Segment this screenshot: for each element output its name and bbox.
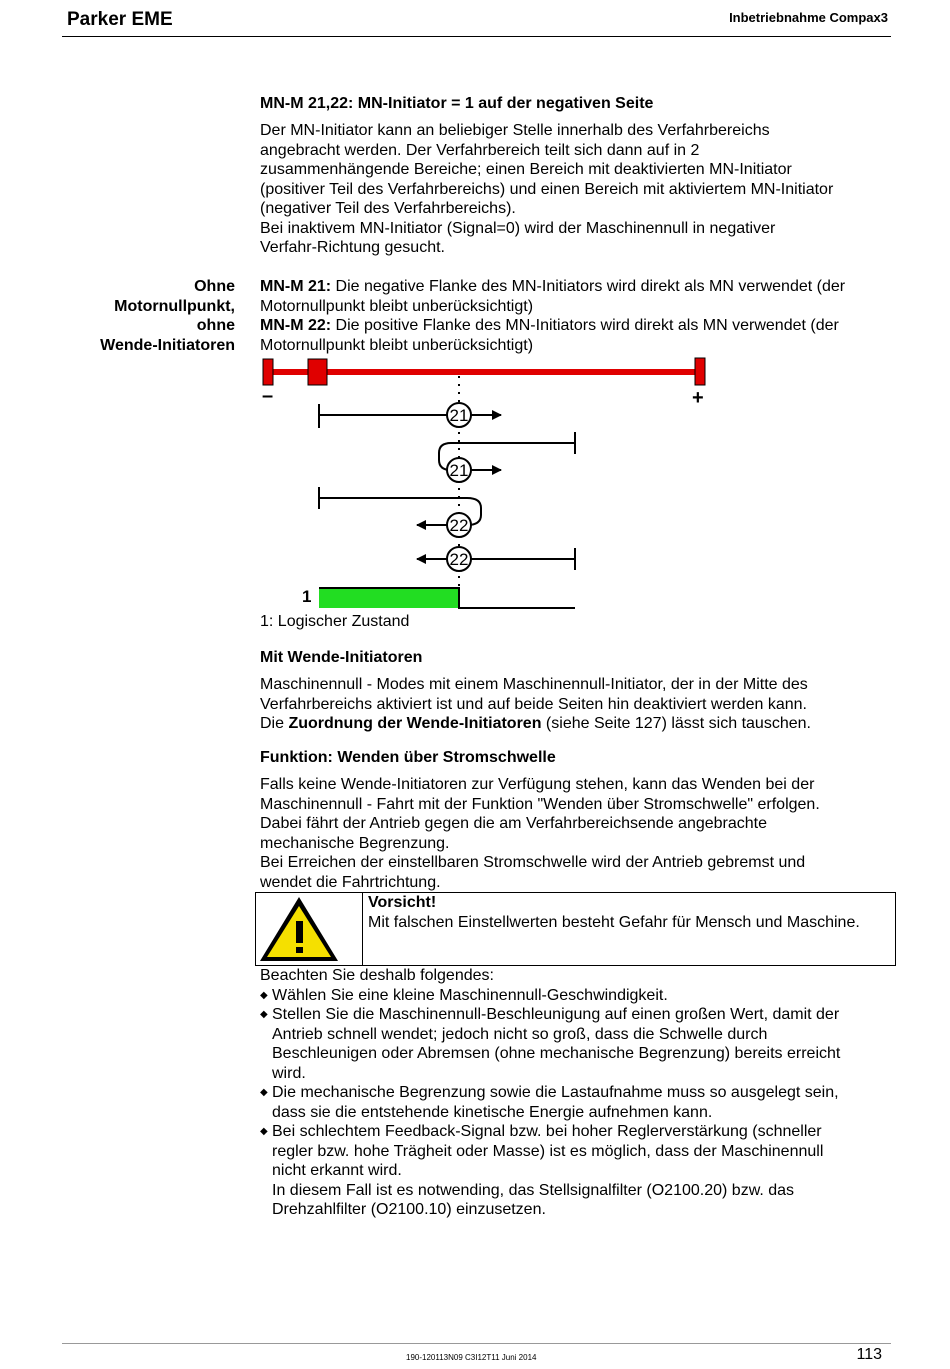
text-line: Stellen Sie die Maschinennull-Beschleunigung auf einen großen Wert, damit der [272, 1006, 840, 1023]
text-line: Die mechanische Begrenzung sowie die Lastaufnahme muss so ausgelegt sein, [272, 1084, 839, 1101]
notes-intro: Beachten Sie deshalb folgendes: [260, 967, 494, 984]
text-line: nicht erkannt wird. [272, 1162, 402, 1179]
mode-badge-label: 22 [449, 516, 469, 535]
text-line: regler bzw. hohe Trägheit oder Masse) ist es möglich, dass der Maschinennull [272, 1142, 824, 1160]
mode-badge-label: 21 [449, 461, 469, 480]
side-label-line: Wende-Initiatoren [100, 336, 235, 354]
diagram-caption: 1: Logischer Zustand [260, 613, 410, 630]
section1-paragraph [260, 121, 890, 258]
list-item [260, 1005, 890, 1083]
text-line: Verfahrbereichs aktiviert ist und auf beide Seiten hin deaktiviert werden kann. [260, 695, 807, 713]
limit-right-marker [695, 358, 705, 385]
state-label: 1 [302, 587, 312, 606]
text-line: Falls keine Wende-Initiatoren zur Verfügung stehen, kann das Wenden bei der [260, 776, 815, 793]
footer-rule [62, 1343, 891, 1344]
text-line: wendet die Fahrtrichtung. [260, 873, 441, 891]
footer-doc-id: 190-120113N09 C3I12T11 Juni 2014 [406, 1353, 537, 1362]
section-title-wende-initiatoren: Mit Wende-Initiatoren [260, 649, 423, 666]
warning-title: Vorsicht! [368, 894, 437, 911]
text-line: Antrieb schnell wendet; jedoch nicht so groß, dass die Schwelle durch [272, 1025, 768, 1043]
text-line: Drehzahlfilter (O2100.10) einzusetzen. [272, 1201, 546, 1218]
plus-sign: + [692, 387, 704, 409]
mode-22-label: MN-M 22: [260, 317, 332, 334]
text-line: (negativer Teil des Verfahrbereichs). [260, 200, 516, 217]
mode-22-text: Die positive Flanke des MN-Initiators wird direkt als MN verwendet (der [331, 317, 839, 334]
warning-triangle-icon [256, 893, 362, 965]
text-line: (positiver Teil des Verfahrbereichs) und einen Bereich mit aktiviertem MN-Initiator [260, 180, 834, 198]
header-doc-title: Inbetriebnahme Compax3 [729, 10, 888, 25]
section-title-stromschwelle: Funktion: Wenden über Stromschwelle [260, 749, 556, 766]
limit-left-marker [263, 359, 273, 385]
page-number: 113 [856, 1346, 882, 1363]
text-line: Bei schlechtem Feedback-Signal bzw. bei hoher Reglerverstärkung (schneller [272, 1123, 822, 1140]
text-line: Maschinennull - Modes mit einem Maschinennull-Initiator, der in der Mitte des [260, 676, 808, 693]
side-label-line: ohne [196, 317, 235, 334]
bullet-icon: ◆ [260, 1009, 268, 1020]
section3-paragraph [260, 775, 890, 892]
section2-paragraph [260, 675, 890, 734]
text-line: wird. [272, 1064, 306, 1082]
mode-21-text: Die negative Flanke des MN-Initiators wird direkt als MN verwendet (der [331, 278, 846, 295]
side-label-line: Ohne [194, 278, 235, 295]
mode-21-line [260, 277, 890, 297]
initiator-marker [308, 359, 327, 385]
mode-22-line-2: Motornullpunkt bleibt unberücksichtigt) [260, 336, 534, 354]
text-line: Dabei fährt der Antrieb gegen die am Verfahrbereichsende angebrachte [260, 815, 768, 832]
text-line: Verfahr-Richtung gesucht. [260, 239, 445, 256]
text-line: In diesem Fall ist es notwending, das Stellsignalfilter (O2100.20) bzw. das [272, 1181, 795, 1199]
list-item [260, 986, 890, 1006]
notes-section [260, 966, 890, 1220]
header-brand: Parker EME [67, 9, 173, 30]
text-line: Bei Erreichen der einstellbaren Stromschwelle wird der Antrieb gebremst und [260, 854, 806, 871]
text-fragment: Die [260, 715, 289, 732]
mode-badge-label: 22 [449, 550, 469, 569]
text-line: Maschinennull - Fahrt mit der Funktion "Wenden über Stromschwelle" erfolgen. [260, 795, 820, 813]
bullet-icon: ◆ [260, 1087, 268, 1098]
warning-icon-cell [256, 893, 363, 965]
side-label [60, 277, 235, 355]
homing-diagram [255, 352, 715, 614]
text-line: zusammenhängende Bereiche; einen Bereich mit deaktivierten MN-Initiator [260, 161, 792, 178]
text-line: dass sie die entstehende kinetische Energie aufnehmen kann. [272, 1103, 713, 1121]
link-zuordnung[interactable]: Zuordnung der Wende-Initiatoren [288, 715, 542, 732]
text-line: Wählen Sie eine kleine Maschinennull-Geschwindigkeit. [272, 986, 668, 1004]
text-line: Der MN-Initiator kann an beliebiger Stelle innerhalb des Verfahrbereichs [260, 122, 770, 139]
text-line: mechanische Begrenzung. [260, 834, 450, 852]
mode-22-line [260, 316, 890, 336]
minus-sign: – [262, 385, 274, 407]
bullet-icon: ◆ [260, 989, 268, 1001]
text-fragment: (siehe Seite 127) lässt sich tauschen. [541, 715, 811, 732]
header-rule [62, 36, 891, 37]
modes-paragraph [260, 277, 890, 355]
text-line [260, 714, 890, 734]
mode-21-label: MN-M 21: [260, 278, 332, 295]
mode-badge-label: 21 [449, 406, 469, 425]
warning-box [255, 892, 896, 966]
list-item [260, 1122, 890, 1220]
side-label-line: Motornullpunkt, [114, 297, 235, 315]
mode-21-line-2: Motornullpunkt bleibt unberücksichtigt) [260, 297, 534, 315]
list-item [260, 1083, 890, 1122]
text-line: angebracht werden. Der Verfahrbereich teilt sich dann auf in 2 [260, 141, 700, 159]
notes-list [260, 986, 890, 1220]
bullet-icon: ◆ [260, 1126, 268, 1137]
warning-text [368, 893, 888, 932]
warning-message: Mit falschen Einstellwerten besteht Gefahr für Mensch und Maschine. [368, 913, 860, 931]
section-title-mnm-21-22: MN-M 21,22: MN-Initiator = 1 auf der negativen Seite [260, 95, 654, 112]
text-line: Bei inaktivem MN-Initiator (Signal=0) wird der Maschinennull in negativer [260, 219, 776, 237]
text-line: Beschleunigen oder Abremsen (ohne mechanische Begrenzung) bereits erreicht [272, 1045, 841, 1062]
state-high-region [319, 588, 459, 608]
